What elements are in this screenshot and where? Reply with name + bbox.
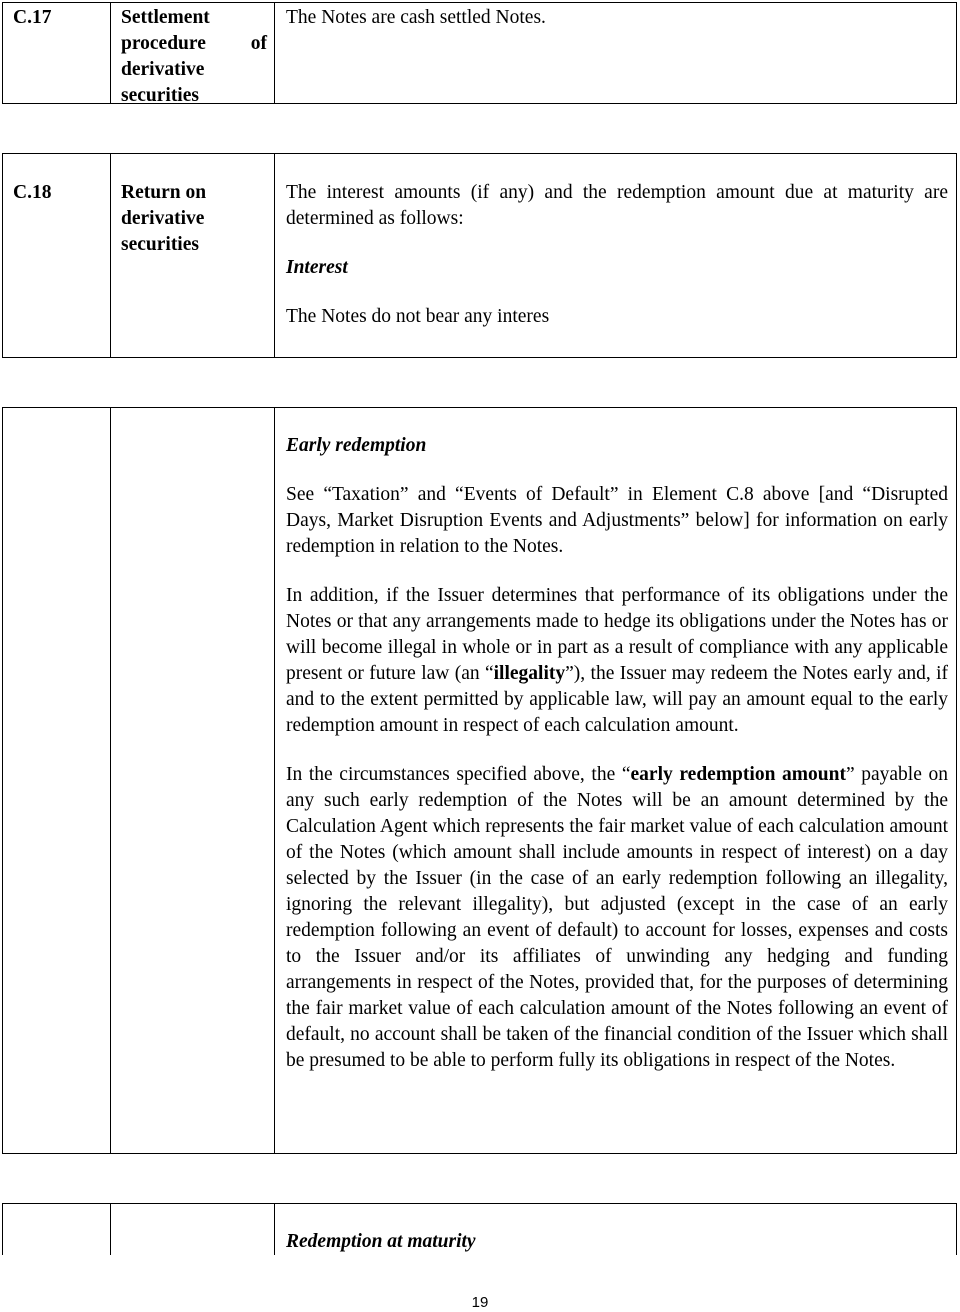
element-label [121, 180, 267, 258]
table-row-c17 [2, 2, 957, 104]
element-content [286, 433, 948, 1074]
column-divider [274, 3, 275, 103]
column-divider [110, 3, 111, 103]
element-number: C.18 [13, 182, 52, 203]
defined-term: illegality [493, 663, 566, 684]
column-divider [110, 154, 111, 357]
text-span: ”), the Issuer may redeem the Notes early and, if and to the extent permitted by applicable law, will pay an amount equal to the early redemption amount in respect of each calculation amount. [286, 663, 948, 736]
table-row-c18 [2, 153, 957, 358]
element-number: C.17 [13, 7, 52, 28]
table-row-redemption-at-maturity [2, 1203, 957, 1255]
text-span: In the circumstances specified above, the “ [286, 764, 631, 785]
interest-paragraph: The Notes do not bear any interes [286, 306, 550, 327]
label-word: of [250, 33, 267, 54]
column-divider [274, 1204, 275, 1255]
text-span: ” payable on any such early redemption of the Notes will be an amount determined by the Calculation Agent which represents the fair market value of each calculation amount of the Notes (which amount shall include amounts in respect of interest) on a day selected by the Issuer (in the case of an early redemption following an illegality, ignoring the relevant illegality), but adjusted (except in the case of an early redemption following an event of default) to account for losses, expenses and costs to the Issuer and/or its affiliates of unwinding any hedging and funding arrangements in respect of the Notes, provided that, for the purposes of determining the fair market value of each calculation amount of the Notes following an event of default, no account shall be taken of the financial condition of the Issuer which shall be presumed to be able to perform fully its obligations in respect of the Notes. [286, 764, 948, 1071]
early-redemption-paragraph-3 [286, 762, 948, 1074]
column-divider [110, 1204, 111, 1255]
column-divider [110, 408, 111, 1153]
label-line: derivative [121, 208, 205, 229]
page-number: 19 [471, 1294, 489, 1311]
table-row-early-redemption [2, 407, 957, 1154]
early-redemption-paragraph-1: See “Taxation” and “Events of Default” in Element C.8 above [and “Disrupted Days, Market Disruption Events and Adjustments” below] for information on early redemption in relation to the Notes. [286, 484, 948, 557]
text-span: In addition, if the Issuer determines that performance of its obligations under the Notes or that any arrangements made to hedge its obligations under the Notes has or will become illegal in whole or in part as a result of compliance with any applicable present or future law (an “ [286, 585, 948, 684]
element-content [286, 1229, 948, 1255]
label-word: procedure [121, 33, 206, 54]
label-line: securities [121, 85, 199, 106]
column-divider [274, 154, 275, 357]
interest-heading: Interest [286, 257, 348, 278]
label-line: Settlement [121, 7, 210, 28]
redemption-at-maturity-heading: Redemption at maturity [286, 1231, 476, 1252]
label-line: securities [121, 234, 199, 255]
label-line: derivative [121, 59, 205, 80]
column-divider [274, 408, 275, 1153]
element-label [121, 5, 267, 109]
intro-paragraph: The interest amounts (if any) and the redemption amount due at maturity are determined as follows: [286, 182, 948, 229]
defined-term: early redemption amount [630, 764, 846, 785]
label-line: Return on [121, 182, 207, 203]
element-content: The Notes are cash settled Notes. [286, 7, 546, 28]
early-redemption-paragraph-2 [286, 583, 948, 739]
label-line [121, 31, 267, 57]
early-redemption-heading: Early redemption [286, 435, 427, 456]
element-content [286, 180, 948, 330]
